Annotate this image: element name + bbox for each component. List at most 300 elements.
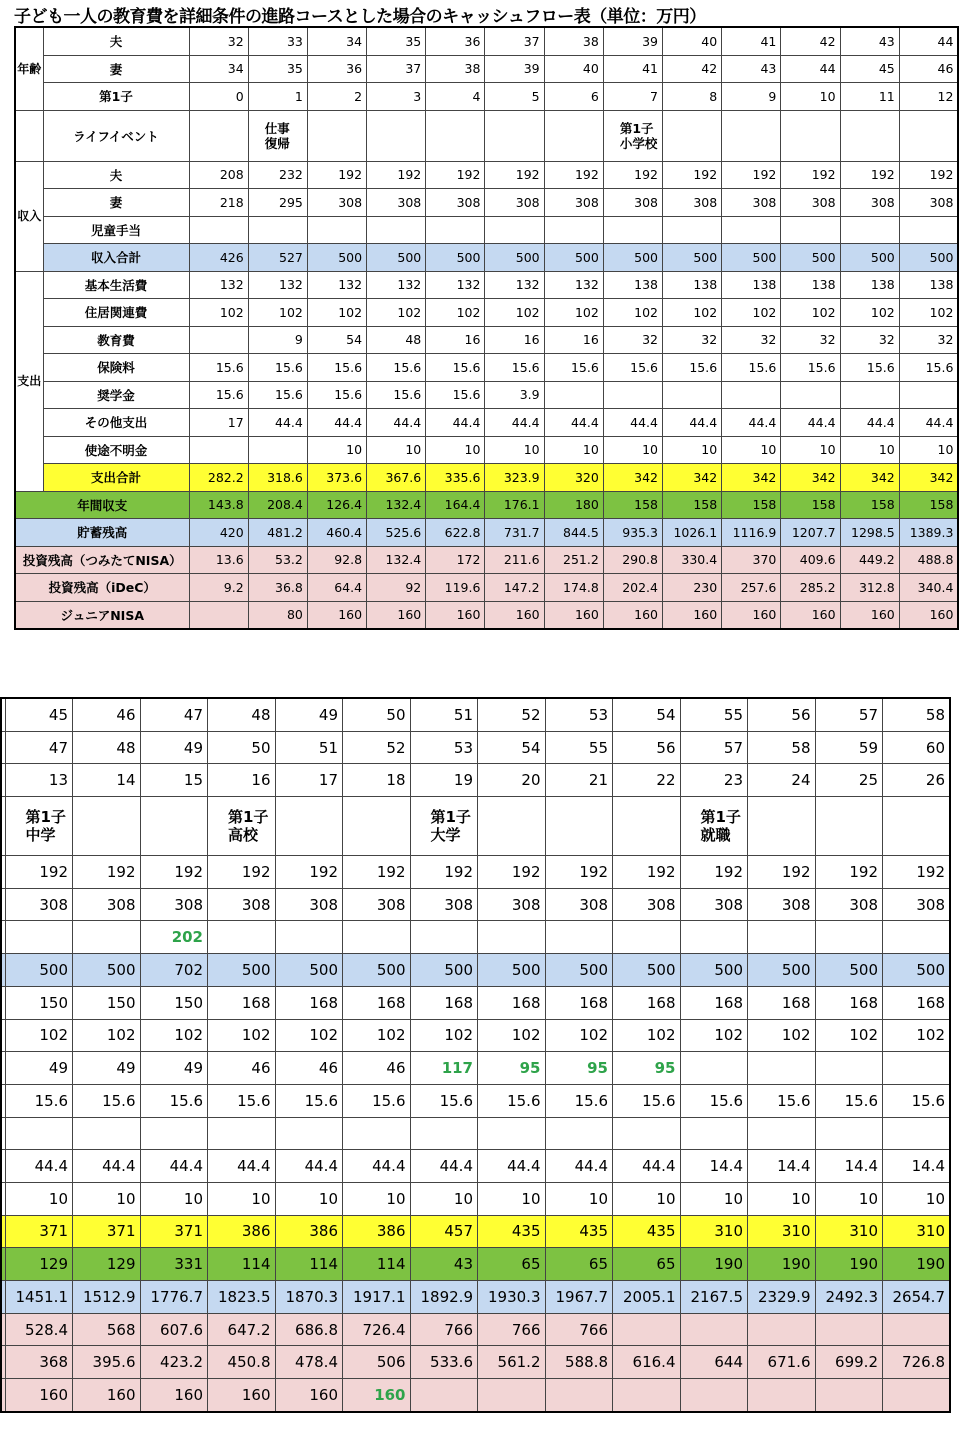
value-cell: 80 <box>248 601 307 629</box>
value-cell: 10 <box>722 436 781 464</box>
value-cell: 58 <box>748 731 816 764</box>
row-nisa <box>15 546 958 574</box>
value-cell: 第1子 高校 <box>208 797 276 856</box>
row-income-total <box>15 244 958 272</box>
value-cell: 25 <box>815 764 883 797</box>
value-cell: 49 <box>73 1052 141 1085</box>
row-label: 住居関連費 <box>43 299 189 327</box>
value-cell <box>545 1379 613 1412</box>
value-cell: 44.4 <box>545 1150 613 1183</box>
value-cell: 95 <box>545 1052 613 1085</box>
value-cell: 500 <box>663 244 722 272</box>
value-cell <box>73 1117 141 1150</box>
value-cell: 342 <box>899 464 958 492</box>
row-wife-income <box>15 189 958 217</box>
value-cell: 44.4 <box>781 409 840 437</box>
value-cell <box>815 1379 883 1412</box>
value-cell: 766 <box>410 1313 478 1346</box>
value-cell: 5 <box>485 83 544 111</box>
value-cell: 132 <box>307 271 366 299</box>
value-cell <box>883 1117 951 1150</box>
value-cell: 35 <box>367 27 426 55</box>
value-cell: 500 <box>603 244 662 272</box>
value-cell: 132 <box>367 271 426 299</box>
value-cell: 102 <box>248 299 307 327</box>
value-cell: 15.6 <box>307 354 366 382</box>
row-label: ジュニアNISA <box>15 601 189 629</box>
value-cell: 44.4 <box>343 1150 411 1183</box>
value-cell: 49 <box>275 698 343 731</box>
row-label: 保険料 <box>43 354 189 382</box>
row-other <box>15 409 958 437</box>
value-cell: 15.6 <box>883 1084 951 1117</box>
row-label: 基本生活費 <box>43 271 189 299</box>
value-cell: 312.8 <box>840 574 899 602</box>
value-cell: 308 <box>275 888 343 921</box>
value-cell: 15.6 <box>5 1084 73 1117</box>
value-cell: 3 <box>367 83 426 111</box>
row-annual-balance <box>1 1248 950 1281</box>
value-cell: 102 <box>748 1019 816 1052</box>
row-basic-living <box>15 271 958 299</box>
value-cell: 95 <box>478 1052 546 1085</box>
value-cell: 15.6 <box>248 354 307 382</box>
value-cell: 15.6 <box>367 354 426 382</box>
value-cell: 160 <box>426 601 485 629</box>
value-cell: 2654.7 <box>883 1281 951 1314</box>
value-cell: 44.4 <box>663 409 722 437</box>
value-cell: 232 <box>248 161 307 189</box>
value-cell: 500 <box>722 244 781 272</box>
value-cell <box>748 921 816 954</box>
value-cell: 844.5 <box>544 519 603 547</box>
value-cell: 50 <box>343 698 411 731</box>
value-cell: 310 <box>748 1215 816 1248</box>
value-cell <box>883 797 951 856</box>
row-wife-age <box>15 55 958 83</box>
value-cell: 15.6 <box>426 381 485 409</box>
value-cell: 192 <box>73 856 141 889</box>
value-cell <box>367 216 426 244</box>
value-cell: 2 <box>307 83 366 111</box>
value-cell: 192 <box>275 856 343 889</box>
value-cell: 192 <box>367 161 426 189</box>
row-child-allowance <box>15 216 958 244</box>
value-cell <box>478 921 546 954</box>
value-cell <box>140 797 208 856</box>
value-cell: 32 <box>189 27 248 55</box>
value-cell: 525.6 <box>367 519 426 547</box>
value-cell: 1917.1 <box>343 1281 411 1314</box>
value-cell <box>410 1379 478 1412</box>
value-cell: 32 <box>663 326 722 354</box>
value-cell: 15.6 <box>478 1084 546 1117</box>
value-cell: 44.4 <box>307 409 366 437</box>
value-cell: 132 <box>248 271 307 299</box>
value-cell: 160 <box>899 601 958 629</box>
value-cell: 935.3 <box>603 519 662 547</box>
value-cell: 38 <box>426 55 485 83</box>
row-label: 投資残高（iDeC） <box>15 574 189 602</box>
value-cell: 44 <box>899 27 958 55</box>
value-cell: 192 <box>544 161 603 189</box>
value-cell: 102 <box>840 299 899 327</box>
row-label: 貯蓄残高 <box>15 519 189 547</box>
value-cell: 172 <box>426 546 485 574</box>
value-cell: 180 <box>544 491 603 519</box>
value-cell: 132 <box>544 271 603 299</box>
value-cell: 15 <box>140 764 208 797</box>
row-events <box>1 797 950 856</box>
value-cell: 10 <box>883 1182 951 1215</box>
value-cell <box>840 216 899 244</box>
value-cell: 208.4 <box>248 491 307 519</box>
value-cell <box>899 216 958 244</box>
value-cell <box>248 216 307 244</box>
value-cell: 190 <box>680 1248 748 1281</box>
value-cell <box>815 921 883 954</box>
value-cell: 208 <box>189 161 248 189</box>
value-cell: 9 <box>248 326 307 354</box>
value-cell <box>343 921 411 954</box>
value-cell: 500 <box>485 244 544 272</box>
value-cell: 15.6 <box>544 354 603 382</box>
value-cell: 2329.9 <box>748 1281 816 1314</box>
value-cell: 47 <box>5 731 73 764</box>
value-cell: 15.6 <box>748 1084 816 1117</box>
value-cell: 138 <box>840 271 899 299</box>
value-cell: 46 <box>208 1052 276 1085</box>
value-cell: 527 <box>248 244 307 272</box>
value-cell: 192 <box>208 856 276 889</box>
value-cell: 39 <box>485 55 544 83</box>
value-cell: 44.4 <box>208 1150 276 1183</box>
value-cell: 257.6 <box>722 574 781 602</box>
value-cell <box>603 381 662 409</box>
value-cell: 10 <box>840 436 899 464</box>
value-cell: 202 <box>140 921 208 954</box>
value-cell: 308 <box>208 888 276 921</box>
value-cell: 15.6 <box>248 381 307 409</box>
value-cell: 95 <box>613 1052 681 1085</box>
value-cell: 45 <box>5 698 73 731</box>
row-label: 奨学金 <box>43 381 189 409</box>
value-cell: 10 <box>748 1182 816 1215</box>
value-cell <box>275 921 343 954</box>
value-cell: 仕事 復帰 <box>248 110 307 161</box>
value-cell <box>883 921 951 954</box>
value-cell <box>840 110 899 161</box>
value-cell <box>189 110 248 161</box>
value-cell <box>189 436 248 464</box>
value-cell: 10 <box>410 1182 478 1215</box>
value-cell <box>5 921 73 954</box>
value-cell <box>613 921 681 954</box>
value-cell: 15.6 <box>307 381 366 409</box>
value-cell: 500 <box>307 244 366 272</box>
value-cell: 500 <box>275 954 343 987</box>
value-cell: 53 <box>545 698 613 731</box>
value-cell: 647.2 <box>208 1313 276 1346</box>
value-cell: 42 <box>781 27 840 55</box>
value-cell <box>663 381 722 409</box>
row-ideco <box>1 1346 950 1379</box>
value-cell: 48 <box>367 326 426 354</box>
value-cell: 44.4 <box>899 409 958 437</box>
cashflow-table-bottom <box>0 697 951 1413</box>
value-cell: 168 <box>748 986 816 1019</box>
value-cell: 10 <box>275 1182 343 1215</box>
row-husband-age <box>1 698 950 731</box>
value-cell: 10 <box>307 436 366 464</box>
value-cell: 308 <box>485 189 544 217</box>
value-cell: 158 <box>899 491 958 519</box>
value-cell: 371 <box>73 1215 141 1248</box>
value-cell: 55 <box>680 698 748 731</box>
value-cell: 15.6 <box>275 1084 343 1117</box>
value-cell <box>426 110 485 161</box>
value-cell: 500 <box>478 954 546 987</box>
value-cell: 766 <box>545 1313 613 1346</box>
value-cell: 160 <box>73 1379 141 1412</box>
value-cell: 第1子 大学 <box>410 797 478 856</box>
row-education <box>15 326 958 354</box>
value-cell: 102 <box>478 1019 546 1052</box>
row-annual-balance <box>15 491 958 519</box>
value-cell: 36.8 <box>248 574 307 602</box>
value-cell: 143.8 <box>189 491 248 519</box>
value-cell: 506 <box>343 1346 411 1379</box>
value-cell: 342 <box>722 464 781 492</box>
value-cell: 64.4 <box>307 574 366 602</box>
value-cell: 500 <box>815 954 883 987</box>
value-cell: 726.8 <box>883 1346 951 1379</box>
value-cell: 44.4 <box>603 409 662 437</box>
row-child-age <box>15 83 958 111</box>
value-cell: 500 <box>208 954 276 987</box>
value-cell <box>680 1052 748 1085</box>
row-insurance <box>15 354 958 382</box>
value-cell: 192 <box>781 161 840 189</box>
value-cell: 192 <box>680 856 748 889</box>
value-cell: 192 <box>478 856 546 889</box>
value-cell: 32 <box>781 326 840 354</box>
value-cell: 308 <box>883 888 951 921</box>
value-cell: 10 <box>603 436 662 464</box>
value-cell: 44.4 <box>840 409 899 437</box>
value-cell: 478.4 <box>275 1346 343 1379</box>
value-cell <box>899 110 958 161</box>
value-cell: 57 <box>815 698 883 731</box>
value-cell: 435 <box>478 1215 546 1248</box>
value-cell <box>748 1313 816 1346</box>
value-cell: 308 <box>426 189 485 217</box>
value-cell: 285.2 <box>781 574 840 602</box>
value-cell: 1389.3 <box>899 519 958 547</box>
value-cell: 41 <box>603 55 662 83</box>
value-cell: 44.4 <box>140 1150 208 1183</box>
value-cell <box>73 797 141 856</box>
cashflow-table-top <box>14 26 959 630</box>
value-cell: 1823.5 <box>208 1281 276 1314</box>
value-cell: 15.6 <box>781 354 840 382</box>
value-cell: 168 <box>680 986 748 1019</box>
value-cell: 102 <box>613 1019 681 1052</box>
value-cell: 32 <box>603 326 662 354</box>
value-cell: 22 <box>613 764 681 797</box>
value-cell: 10 <box>544 436 603 464</box>
value-cell: 1 <box>248 83 307 111</box>
value-cell: 1892.9 <box>410 1281 478 1314</box>
value-cell: 192 <box>485 161 544 189</box>
value-cell: 15.6 <box>410 1084 478 1117</box>
value-cell: 44.4 <box>478 1150 546 1183</box>
value-cell: 15.6 <box>899 354 958 382</box>
value-cell: 308 <box>307 189 366 217</box>
value-cell: 48 <box>73 731 141 764</box>
value-cell: 129 <box>73 1248 141 1281</box>
value-cell: 160 <box>722 601 781 629</box>
value-cell: 36 <box>307 55 366 83</box>
row-label: 妻 <box>43 55 189 83</box>
row-label: 使途不明金 <box>43 436 189 464</box>
value-cell: 160 <box>5 1379 73 1412</box>
value-cell: 500 <box>748 954 816 987</box>
value-cell <box>544 381 603 409</box>
value-cell: 7 <box>603 83 662 111</box>
value-cell <box>189 216 248 244</box>
value-cell: 53.2 <box>248 546 307 574</box>
value-cell <box>73 921 141 954</box>
value-cell: 102 <box>140 1019 208 1052</box>
value-cell: 43 <box>410 1248 478 1281</box>
row-unknown <box>1 1182 950 1215</box>
value-cell: 44.4 <box>485 409 544 437</box>
value-cell: 10 <box>545 1182 613 1215</box>
value-cell: 15.6 <box>815 1084 883 1117</box>
value-cell: 568 <box>73 1313 141 1346</box>
value-cell: 192 <box>883 856 951 889</box>
value-cell: 500 <box>5 954 73 987</box>
value-cell: 308 <box>613 888 681 921</box>
value-cell: 第1子 中学 <box>5 797 73 856</box>
value-cell <box>815 797 883 856</box>
value-cell: 13 <box>5 764 73 797</box>
value-cell: 44.4 <box>5 1150 73 1183</box>
value-cell: 15.6 <box>189 354 248 382</box>
value-cell: 160 <box>140 1379 208 1412</box>
value-cell: 386 <box>275 1215 343 1248</box>
row-label: 第1子 <box>43 83 189 111</box>
value-cell: 102 <box>367 299 426 327</box>
value-cell: 168 <box>545 986 613 1019</box>
value-cell: 16 <box>485 326 544 354</box>
value-cell: 308 <box>781 189 840 217</box>
value-cell <box>545 797 613 856</box>
value-cell: 119.6 <box>426 574 485 602</box>
value-cell: 132.4 <box>367 491 426 519</box>
value-cell: 10 <box>781 83 840 111</box>
row-events <box>15 110 958 161</box>
value-cell <box>307 110 366 161</box>
value-cell <box>883 1379 951 1412</box>
value-cell: 158 <box>722 491 781 519</box>
value-cell: 48 <box>208 698 276 731</box>
value-cell: 14.4 <box>883 1150 951 1183</box>
value-cell: 9.2 <box>189 574 248 602</box>
value-cell: 15.6 <box>485 354 544 382</box>
value-cell <box>781 381 840 409</box>
value-cell: 395.6 <box>73 1346 141 1379</box>
value-cell: 423.2 <box>140 1346 208 1379</box>
value-cell: 10 <box>899 436 958 464</box>
value-cell: 10 <box>426 436 485 464</box>
value-cell: 102 <box>410 1019 478 1052</box>
value-cell: 310 <box>883 1215 951 1248</box>
value-cell: 1451.1 <box>5 1281 73 1314</box>
value-cell: 308 <box>680 888 748 921</box>
value-cell <box>478 797 546 856</box>
value-cell: 330.4 <box>663 546 722 574</box>
value-cell: 500 <box>73 954 141 987</box>
value-cell: 26 <box>883 764 951 797</box>
value-cell: 160 <box>663 601 722 629</box>
value-cell <box>613 1313 681 1346</box>
value-cell: 102 <box>485 299 544 327</box>
value-cell: 102 <box>307 299 366 327</box>
value-cell: 192 <box>748 856 816 889</box>
value-cell <box>613 1117 681 1150</box>
value-cell: 57 <box>680 731 748 764</box>
value-cell: 533.6 <box>410 1346 478 1379</box>
row-label: 夫 <box>43 161 189 189</box>
value-cell: 561.2 <box>478 1346 546 1379</box>
value-cell: 386 <box>343 1215 411 1248</box>
value-cell <box>680 1117 748 1150</box>
value-cell: 192 <box>663 161 722 189</box>
row-label: 夫 <box>43 27 189 55</box>
value-cell <box>545 1117 613 1150</box>
value-cell: 102 <box>73 1019 141 1052</box>
row-label: ライフイベント <box>43 110 189 161</box>
value-cell: 8 <box>663 83 722 111</box>
value-cell: 129 <box>5 1248 73 1281</box>
value-cell: 59 <box>815 731 883 764</box>
value-cell <box>189 601 248 629</box>
value-cell: 500 <box>680 954 748 987</box>
value-cell: 10 <box>5 1182 73 1215</box>
value-cell: 1967.7 <box>545 1281 613 1314</box>
value-cell: 54 <box>613 698 681 731</box>
value-cell: 65 <box>545 1248 613 1281</box>
value-cell: 192 <box>840 161 899 189</box>
value-cell: 500 <box>899 244 958 272</box>
value-cell <box>781 110 840 161</box>
value-cell: 44.4 <box>73 1150 141 1183</box>
value-cell: 15.6 <box>189 381 248 409</box>
value-cell: 51 <box>275 731 343 764</box>
value-cell: 114 <box>208 1248 276 1281</box>
value-cell: 371 <box>140 1215 208 1248</box>
value-cell: 49 <box>5 1052 73 1085</box>
value-cell: 50 <box>208 731 276 764</box>
value-cell: 1512.9 <box>73 1281 141 1314</box>
value-cell: 150 <box>140 986 208 1019</box>
value-cell: 14 <box>73 764 141 797</box>
value-cell: 622.8 <box>426 519 485 547</box>
value-cell: 15.6 <box>367 381 426 409</box>
value-cell <box>840 381 899 409</box>
